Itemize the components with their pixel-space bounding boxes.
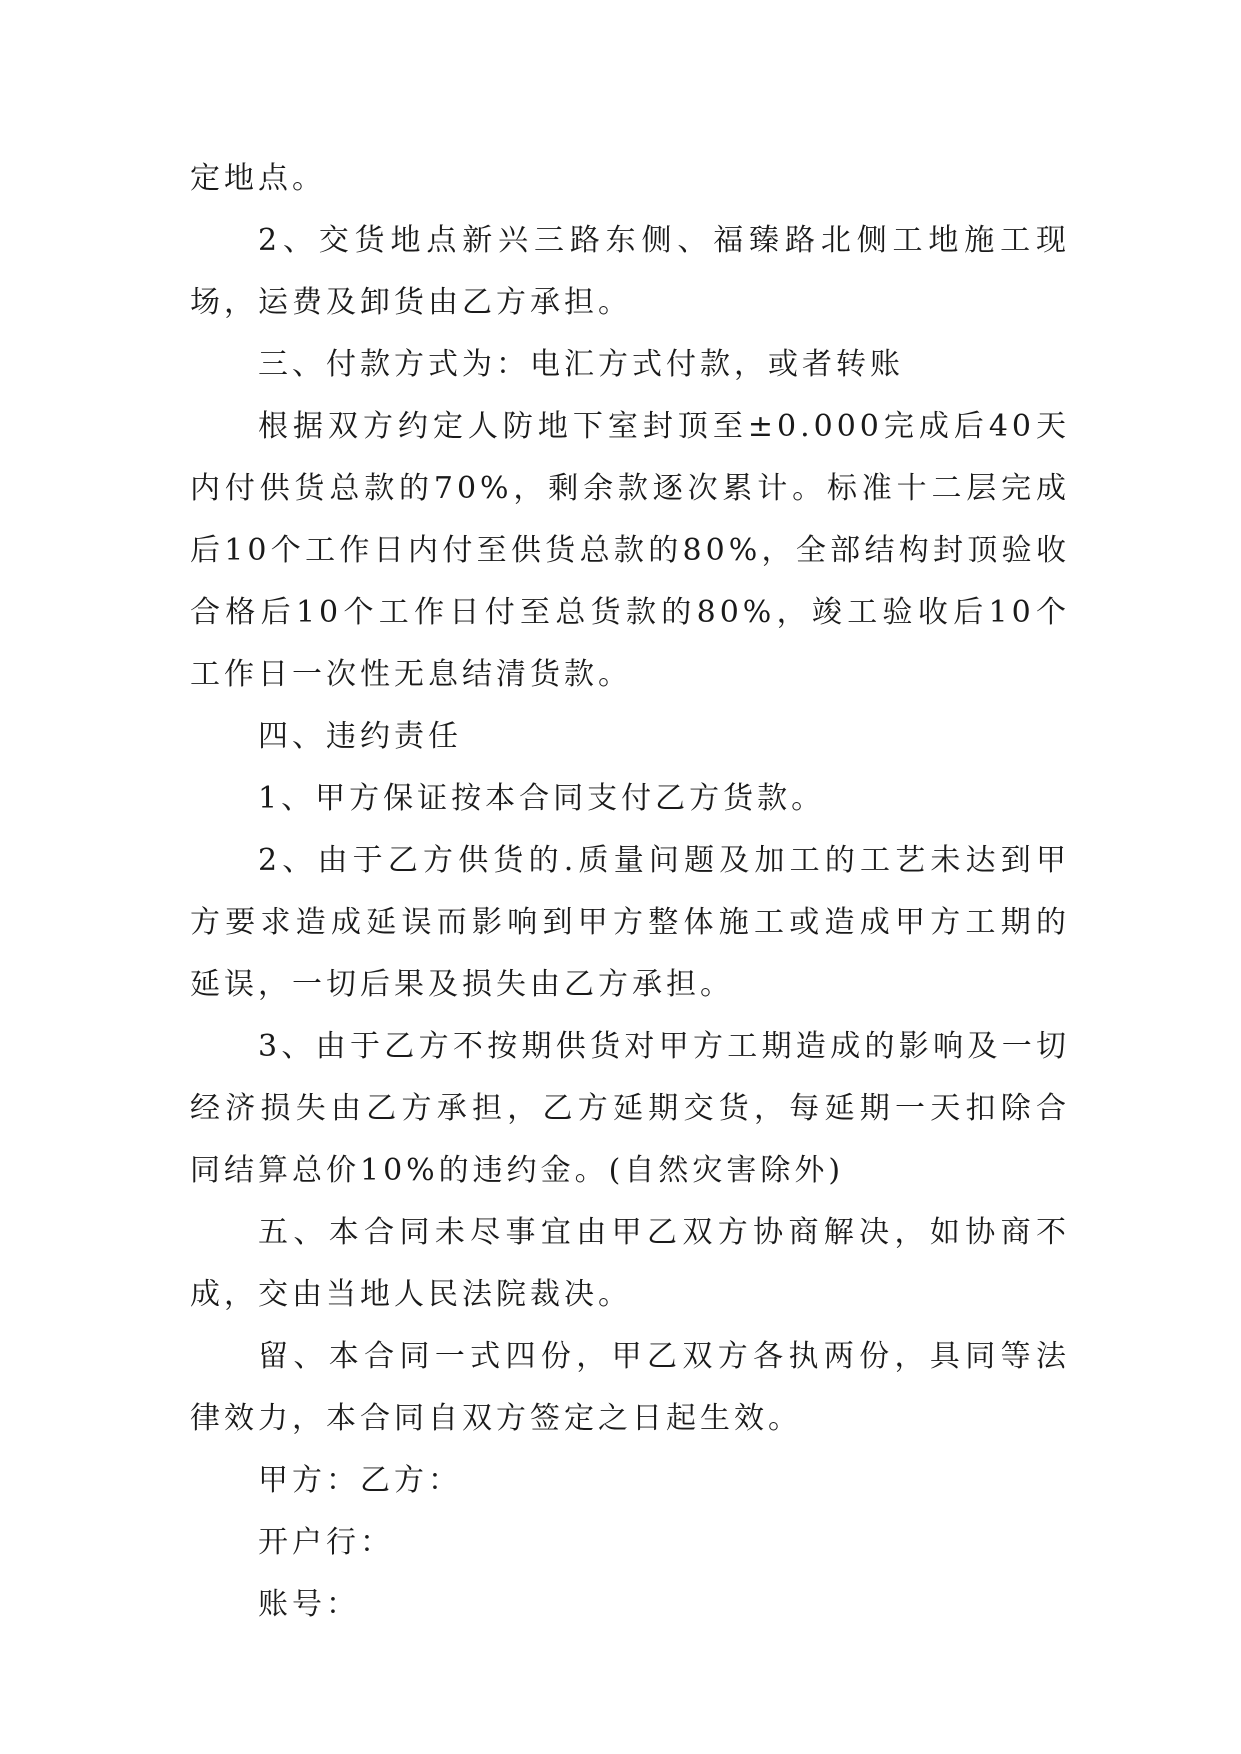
section-heading-breach-liability: 四、违约责任 <box>258 719 462 754</box>
paragraph-party-a-guarantee: 1、甲方保证按本合同支付乙方货款。 <box>258 781 826 816</box>
signature-bank: 开户行： <box>258 1525 394 1560</box>
paragraph-payment-schedule: 根据双方约定人防地下室封顶至±0.000完成后40天内付供货总款的70%，剩余款逐次累计。标准十二层完成后10个工作日内付至供货总款的80%，全部结构封顶验收合格后10个工作日付至总货款的80%，竣工验收后10个工作日一次性无息结清货款。 <box>190 409 1070 692</box>
signature-account: 账号： <box>258 1587 360 1622</box>
paragraph-delivery-location-end: 定地点。 <box>190 161 326 196</box>
section-heading-payment-method: 三、付款方式为：电汇方式付款，或者转账 <box>258 347 904 382</box>
paragraph-late-delivery-penalty: 3、由于乙方不按期供货对甲方工期造成的影响及一切经济损失由乙方承担，乙方延期交货，每延期一天扣除合同结算总价10%的违约金。(自然灾害除外) <box>190 1029 1070 1188</box>
document-body <box>190 148 1070 1636</box>
paragraph-copies-effectiveness: 留、本合同一式四份，甲乙双方各执两份，具同等法律效力，本合同自双方签定之日起生效。 <box>190 1339 1070 1436</box>
paragraph-delivery-site: 2、交货地点新兴三路东侧、福臻路北侧工地施工现场，运费及卸货由乙方承担。 <box>190 223 1070 320</box>
signature-parties: 甲方：乙方： <box>258 1463 462 1498</box>
paragraph-quality-delay: 2、由于乙方供货的.质量问题及加工的工艺未达到甲方要求造成延误而影响到甲方整体施工或造成甲方工期的延误，一切后果及损失由乙方承担。 <box>190 843 1070 1002</box>
paragraph-dispute-resolution: 五、本合同未尽事宜由甲乙双方协商解决，如协商不成，交由当地人民法院裁决。 <box>190 1215 1070 1312</box>
